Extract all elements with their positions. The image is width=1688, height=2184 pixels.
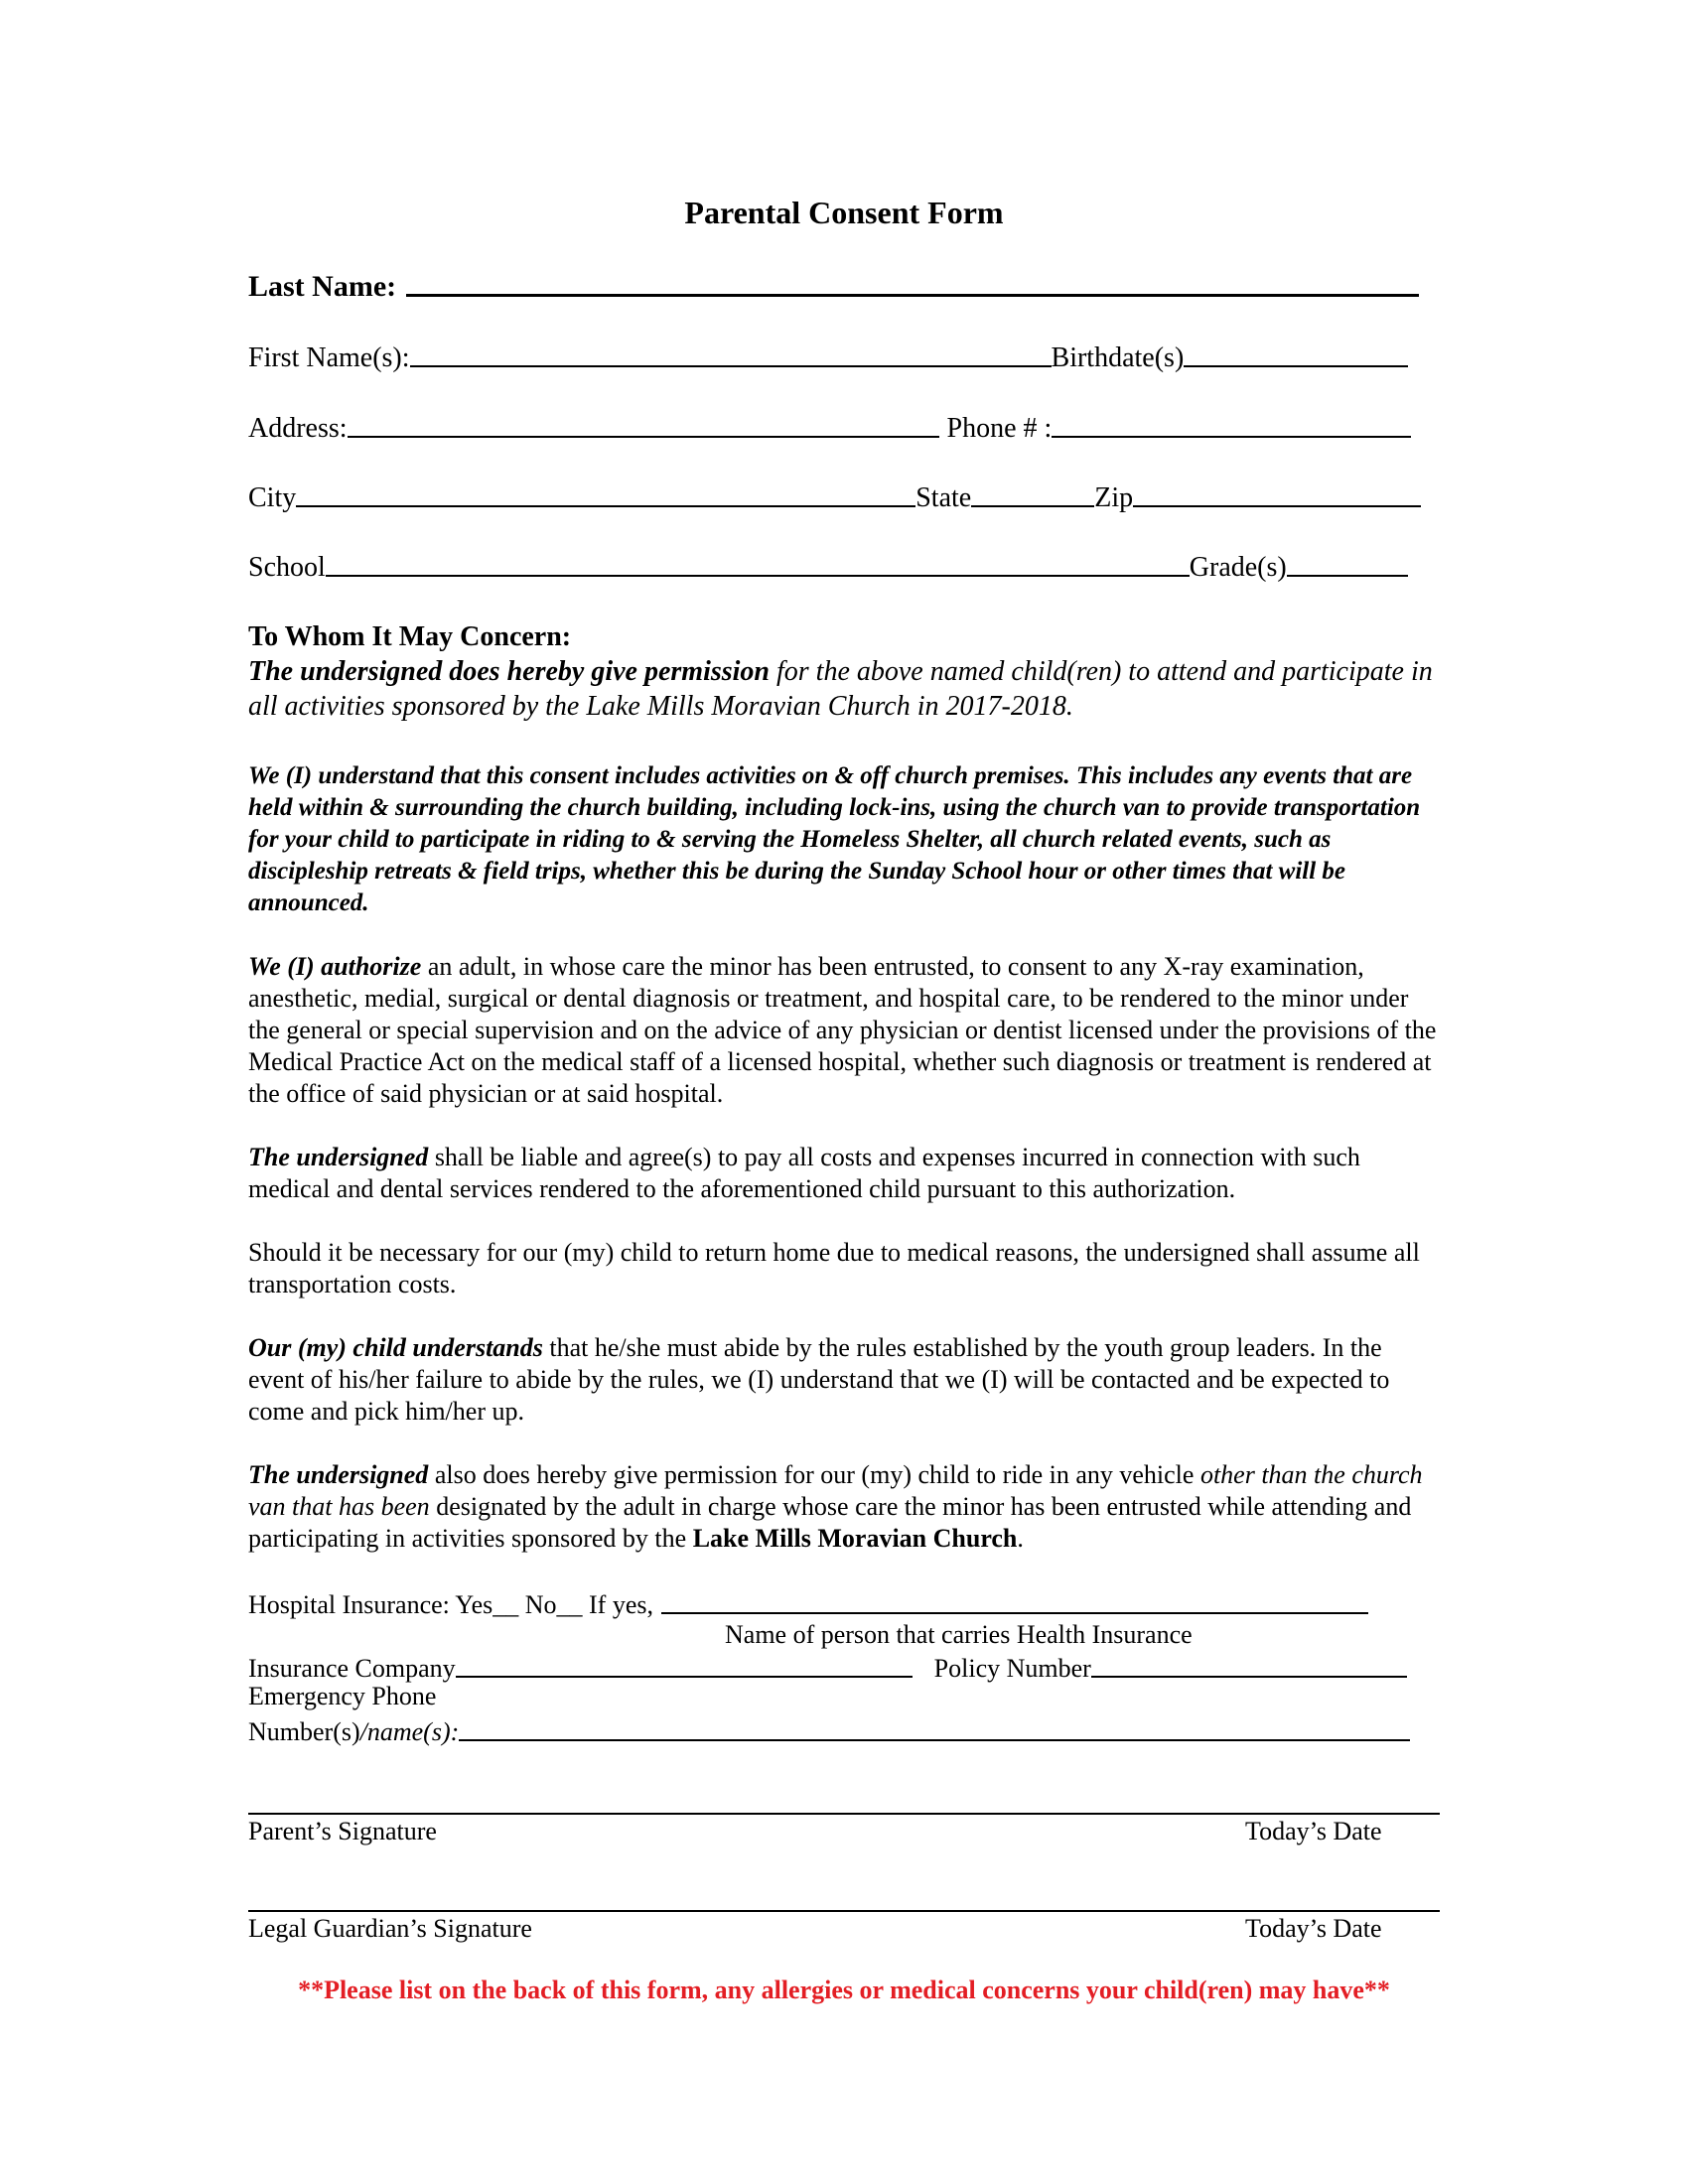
emergency-phone-field[interactable] bbox=[459, 1715, 1410, 1741]
consent-scope-text: We (I) understand that this consent includes activities on & off church premises. This includes any events that are held within & surrounding the church building, including lock-ins, using the church van to provide transportation for your child to participate in riding to & serving the Homeless Shelter, all church related events, such as discipleship retreats & field trips, whether this be during the Sunday School hour or other times that will be announced. bbox=[248, 762, 1421, 916]
phone-label: Phone # : bbox=[946, 413, 1053, 444]
address-field[interactable] bbox=[348, 412, 939, 438]
permission-lead: The undersigned does hereby give permission bbox=[248, 656, 770, 687]
parent-signature-label: Parent’s Signature bbox=[248, 1817, 437, 1845]
city-row bbox=[248, 475, 1440, 514]
emergency-label-line1: Emergency Phone bbox=[248, 1682, 437, 1710]
first-name-row bbox=[248, 335, 1440, 374]
city-field[interactable] bbox=[296, 481, 915, 507]
phone-field[interactable] bbox=[1052, 412, 1411, 438]
authorize-paragraph bbox=[248, 951, 1440, 1110]
parent-signature-line[interactable] bbox=[248, 1813, 1440, 1815]
birthdate-field[interactable] bbox=[1184, 341, 1408, 367]
allergy-notice: **Please list on the back of this form, any allergies or medical concerns your child(ren) may have** bbox=[298, 1976, 1390, 2004]
grade-field[interactable] bbox=[1287, 551, 1408, 577]
state-label: State bbox=[915, 482, 972, 513]
policy-number-field[interactable] bbox=[1091, 1652, 1407, 1678]
first-name-label: First Name(s): bbox=[248, 342, 410, 373]
last-name-row bbox=[248, 264, 1440, 304]
insurance-company-field[interactable] bbox=[456, 1652, 913, 1678]
vehicle-paragraph bbox=[248, 1459, 1440, 1555]
authorize-lead: We (I) authorize bbox=[248, 952, 422, 981]
vehicle-italic-text: other than the church van that has been bbox=[248, 1460, 1423, 1521]
zip-field[interactable] bbox=[1133, 481, 1421, 507]
guardian-date-label: Today’s Date bbox=[1245, 1914, 1382, 1943]
rules-lead: Our (my) child understands bbox=[248, 1333, 543, 1362]
return-home-paragraph bbox=[248, 1237, 1440, 1300]
insurance-company-label: Insurance Company bbox=[248, 1654, 456, 1683]
grade-label: Grade(s) bbox=[1189, 552, 1287, 583]
parent-date-label: Today’s Date bbox=[1245, 1817, 1382, 1845]
last-name-field[interactable] bbox=[406, 270, 1419, 297]
liability-lead: The undersigned bbox=[248, 1143, 429, 1171]
guardian-signature-label: Legal Guardian’s Signature bbox=[248, 1914, 532, 1943]
insurance-carrier-field[interactable] bbox=[661, 1588, 1368, 1614]
vehicle-text: also does hereby give permission for our (my) child to ride in any vehicle bbox=[428, 1460, 1200, 1489]
rules-paragraph bbox=[248, 1332, 1440, 1428]
emergency-label-names: /name(s): bbox=[359, 1717, 460, 1746]
school-field[interactable] bbox=[326, 551, 1190, 577]
return-home-text: Should it be necessary for our (my) child to return home due to medical reasons, the undersigned shall assume all transportation costs. bbox=[248, 1238, 1420, 1298]
form-title: Parental Consent Form bbox=[684, 195, 1004, 230]
emergency-row bbox=[248, 1711, 1440, 1747]
carrier-caption: Name of person that carries Health Insurance bbox=[725, 1620, 1193, 1649]
liability-text: shall be liable and agree(s) to pay all costs and expenses incurred in connection with such medical and dental services rendered to the aforementioned child pursuant to this authorization. bbox=[248, 1143, 1360, 1203]
state-field[interactable] bbox=[971, 481, 1094, 507]
guardian-signature-line[interactable] bbox=[248, 1910, 1440, 1912]
hospital-insurance-row bbox=[248, 1584, 1440, 1620]
birthdate-label: Birthdate(s) bbox=[1051, 342, 1185, 373]
school-row bbox=[248, 544, 1440, 584]
letter-intro bbox=[248, 619, 1440, 724]
liability-paragraph bbox=[248, 1142, 1440, 1205]
zip-label: Zip bbox=[1094, 482, 1134, 513]
authorize-text: an adult, in whose care the minor has been entrusted, to consent to any X-ray examination, anesthetic, medial, surgical or dental diagnosis or treatment, and hospital care, to be rendered to the minor under the general or special supervision and on the advice of any physician or dentist licensed under the provisions of the Medical Practice Act on the medical staff of a licensed hospital, whether such diagnosis or treatment is rendered at the office of said physician or at said hospital. bbox=[248, 952, 1437, 1108]
emergency-label-line2: Number(s) bbox=[248, 1717, 360, 1746]
permission-text: for the above named child(ren) to attend and participate in all activities sponsored by the Lake Mills Moravian Church in 2017-2018. bbox=[248, 656, 1433, 722]
school-label: School bbox=[248, 552, 326, 583]
vehicle-tail-text: designated by the adult in charge whose care the minor has been entrusted while attending and participating in activities sponsored by the bbox=[248, 1492, 1412, 1553]
address-row bbox=[248, 405, 1440, 445]
vehicle-lead: The undersigned bbox=[248, 1460, 429, 1489]
salutation: To Whom It May Concern: bbox=[248, 621, 572, 652]
church-name: Lake Mills Moravian Church bbox=[692, 1524, 1018, 1553]
last-name-label: Last Name: bbox=[248, 270, 397, 303]
first-name-field[interactable] bbox=[410, 341, 1052, 367]
policy-number-label: Policy Number bbox=[933, 1654, 1091, 1683]
insurance-company-row bbox=[248, 1648, 1440, 1684]
address-label: Address: bbox=[248, 413, 348, 444]
consent-scope-paragraph bbox=[248, 760, 1440, 919]
city-label: City bbox=[248, 482, 297, 513]
vehicle-period: . bbox=[1017, 1524, 1024, 1553]
rules-text: that he/she must abide by the rules established by the youth group leaders. In the event of his/her failure to abide by the rules, we (I) understand that we (I) will be contacted and be expected to come and pick him/her up. bbox=[248, 1333, 1390, 1426]
hospital-insurance-label: Hospital Insurance: Yes__ No__ If yes, bbox=[248, 1590, 654, 1619]
